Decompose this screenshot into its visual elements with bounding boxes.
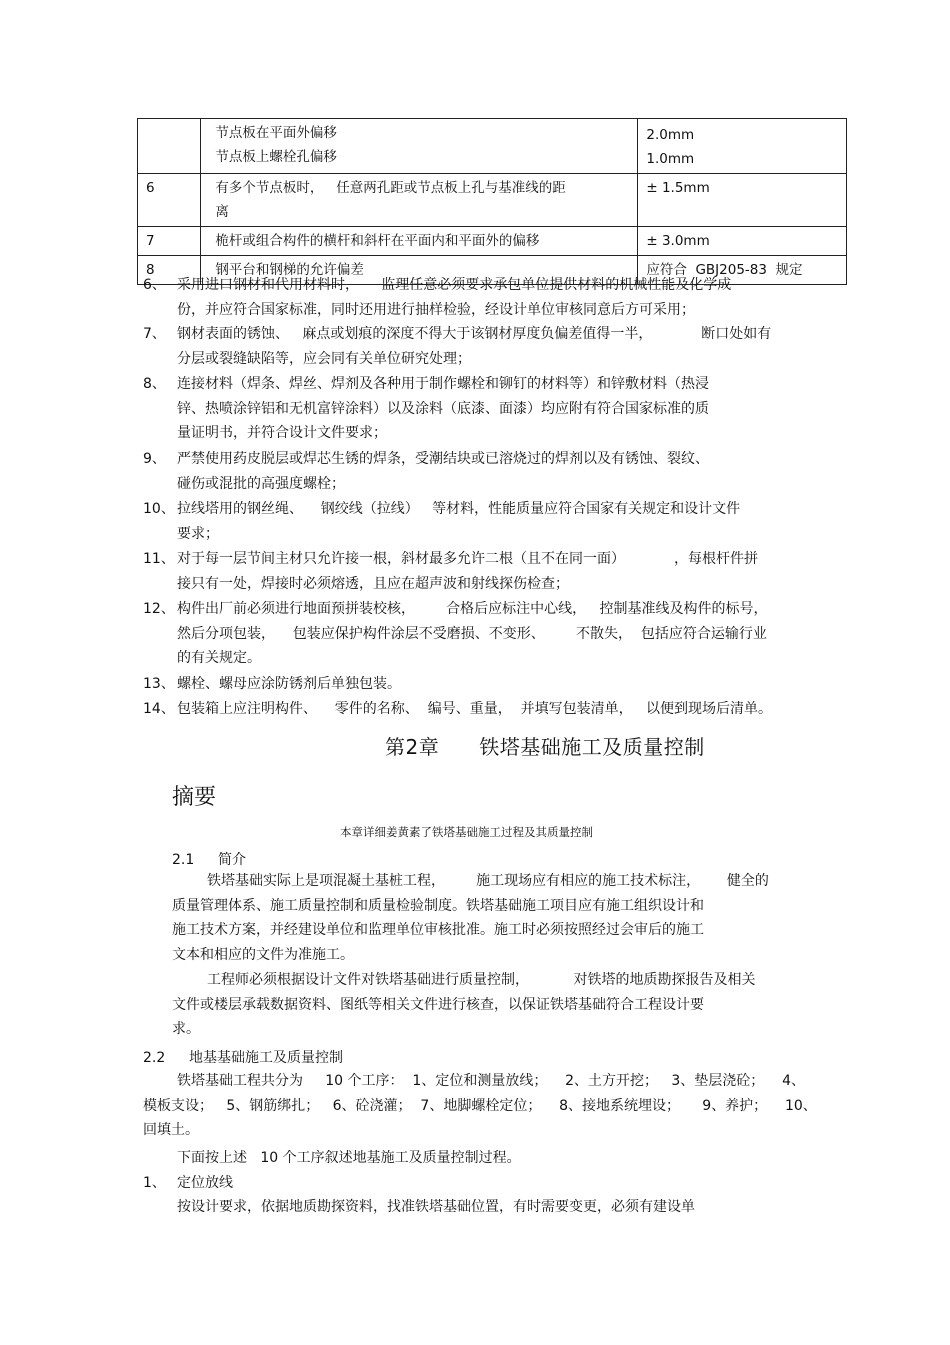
paragraph-line: 铁塔基础工程共分为 10 个工序： 1、定位和测量放线； 2、土方开挖； 3、垫层浇砼； 4、 <box>177 1073 805 1089</box>
list-line: 分层或裂缝缺陷等，应会同有关单位研究处理； <box>177 350 471 367</box>
section-heading-2-1 <box>172 849 246 869</box>
list-line: 拉线塔用的钢丝绳、 钢绞线（拉线） 等材料，性能质量应符合国家有关规定和设计文件 <box>177 501 741 517</box>
section-title: 地基基础施工及质量控制 <box>189 1050 343 1066</box>
list-item <box>143 273 803 322</box>
paragraph-line: 施工技术方案，并经建设单位和监理单位审核批准。施工时必须按照经过会审后的施工 <box>172 922 704 939</box>
list-number: 12、 <box>143 601 175 617</box>
list-line: 量证明书，并符合设计文件要求； <box>177 425 387 441</box>
list-item <box>143 697 803 722</box>
paragraph-line: 文件或楼层承载数据资料、图纸等相关文件进行核查，以保证铁塔基础符合工程设计要 <box>172 996 704 1013</box>
list-number: 10、 <box>143 501 175 517</box>
list-line: 份，并应符合国家标准，同时还用进行抽样检验，经设计单位审核同意后方可采用； <box>177 301 695 318</box>
paragraph-line: 铁塔基础实际上是项混凝土基桩工程， 施工现场应有相应的施工技术标注， 健全的 <box>207 873 769 889</box>
row-value: 应符合 GBJ205-83 规定 <box>638 256 847 285</box>
paragraph-line: 模板支设； 5、钢筋绑扎； 6、砼浇灌； 7、地脚螺栓定位； 8、接地系统埋设； 9、养护； 10、 <box>143 1097 817 1114</box>
paragraph-line: 回填土。 <box>143 1122 199 1139</box>
section-number: 2.1 <box>172 852 195 868</box>
list-line: 钢材表面的锈蚀、 麻点或划痕的深度不得大于该钢材厚度负偏差值得一半， 断口处如有 <box>177 326 772 342</box>
row-item-line: 节点板在平面外偏移 <box>215 125 337 141</box>
list-item <box>143 597 803 671</box>
list-item <box>143 447 803 496</box>
list-number: 11、 <box>143 551 175 567</box>
list-line: 严禁使用药皮脱层或焊芯生锈的焊条，受潮结块或已溶烧过的焊剂以及有锈蚀、裂纹、 <box>177 451 709 467</box>
paragraph-line: 工程师必须根据设计文件对铁塔基础进行质量控制， 对铁塔的地质勘探报告及相关 <box>207 972 756 988</box>
step-number: 1、 <box>143 1175 166 1191</box>
row-value <box>638 119 847 174</box>
row-item-line: 离 <box>215 204 229 220</box>
list-number: 8、 <box>143 376 166 392</box>
abstract-text: 本章详细姜黄素了铁塔基础施工过程及其质量控制 <box>340 825 593 839</box>
list-line: 构件出厂前必须进行地面预拼装校核， 合格后应标注中心线， 控制基准线及构件的标号， <box>177 601 768 617</box>
list-line: 锌、热喷涂锌铝和无机富锌涂料）以及涂料（底漆、面漆）均应附有符合国家标准的质 <box>177 400 709 417</box>
list-line: 然后分项包装， 包装应保护构件涂层不受磨损、不变形、 不散失， 包括应符合运输行业 <box>177 625 767 642</box>
chapter-heading <box>385 731 705 760</box>
list-line: 采用进口钢材和代用材料时， 监理任意必须要求承包单位提供材料的机械性能及化学成 <box>177 277 732 293</box>
list-line: 螺栓、螺母应涂防锈剂后单独包装。 <box>177 676 401 692</box>
list-line: 连接材料（焊条、焊丝、焊剂及各种用于制作螺栓和铆钉的材料等）和锌敷材料（热浸 <box>177 376 709 392</box>
section-heading-2-2 <box>143 1047 343 1067</box>
paragraph-line: 质量管理体系、施工质量控制和质量检验制度。铁塔基础施工项目应有施工组织设计和 <box>172 897 704 914</box>
row-value-line: 2.0mm <box>646 127 695 143</box>
chapter-title: 铁塔基础施工及质量控制 <box>479 735 705 759</box>
row-number: 8 <box>138 256 201 285</box>
list-item <box>143 497 803 546</box>
row-number: 6 <box>138 174 201 227</box>
list-line: 要求； <box>177 525 219 542</box>
chapter-number: 第2章 <box>385 735 440 759</box>
list-number: 13、 <box>143 676 175 692</box>
step-title: 定位放线 <box>177 1175 233 1191</box>
list-line: 接只有一处，焊接时必须熔透，且应在超声波和射线探伤检查； <box>177 575 569 592</box>
row-item <box>201 119 638 174</box>
step-heading <box>143 1172 233 1192</box>
paragraph <box>172 968 812 1042</box>
row-item-line: 有多个节点板时， 任意两孔距或节点板上孔与基准线的距 <box>215 180 566 196</box>
list-item <box>143 547 803 596</box>
table-row <box>138 174 847 227</box>
paragraph <box>143 1069 817 1143</box>
paragraph-line: 下面按上述 10 个工序叙述地基施工及质量控制过程。 <box>177 1150 521 1166</box>
row-item-line: 节点板上螺栓孔偏移 <box>215 149 337 165</box>
row-number <box>138 119 201 174</box>
row-value-line: 1.0mm <box>646 151 695 167</box>
row-value: ± 1.5mm <box>638 174 847 227</box>
list-number: 6、 <box>143 277 166 293</box>
section-number: 2.2 <box>143 1050 166 1066</box>
list-item <box>143 672 803 697</box>
table-row <box>138 227 847 256</box>
row-value: ± 3.0mm <box>638 227 847 256</box>
list-number: 14、 <box>143 701 175 717</box>
paragraph-line: 按设计要求，依据地质勘探资料，找准铁塔基础位置，有时需要变更，必须有建设单 <box>177 1199 695 1215</box>
row-item: 钢平台和钢梯的允许偏差 <box>201 256 638 285</box>
list-number: 7、 <box>143 326 166 342</box>
abstract-heading: 摘要 <box>172 785 217 810</box>
tolerance-table <box>137 118 847 285</box>
list-line: 包装箱上应注明构件、 零件的名称、 编号、重量， 并填写包装清单， 以便到现场后清单。 <box>177 701 772 717</box>
list-number: 9、 <box>143 451 166 467</box>
list-item <box>143 372 803 446</box>
paragraph <box>172 869 812 968</box>
row-item: 桅杆或组合构件的横杆和斜杆在平面内和平面外的偏移 <box>201 227 638 256</box>
list-line: 的有关规定。 <box>177 650 261 666</box>
row-number: 7 <box>138 227 201 256</box>
section-title: 简介 <box>218 852 246 868</box>
list-item <box>143 322 803 371</box>
paragraph-line: 文本和相应的文件为准施工。 <box>172 947 354 964</box>
table-row <box>138 119 847 174</box>
list-line: 对于每一层节间主材只允许接一根，斜材最多允许二根（且不在同一面） ，每根杆件拼 <box>177 551 758 567</box>
paragraph-line: 求。 <box>172 1021 200 1038</box>
row-item <box>201 174 638 227</box>
list-line: 碰伤或混批的高强度螺栓； <box>177 475 345 492</box>
